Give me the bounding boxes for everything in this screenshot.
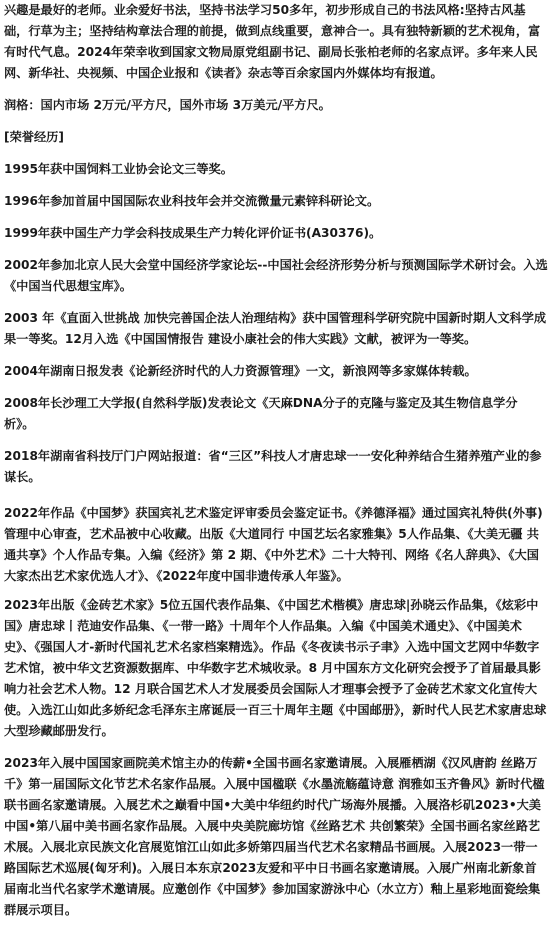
price-paragraph: 润格：国内市场 2万元/平方尺，国外市场 3万美元/平方尺。 — [4, 98, 331, 112]
honor-item-2003: 2003 年《直面入世挑战 加快完善国企法人治理结构》获中国管理科学研究院中国新时期人文科学成果一等奖。12月入选《中国国情报告 建设小康社会的伟大实践》文献，被评为一等奖。 — [4, 311, 547, 346]
honor-item-1996: 1996年参加首届中国国际农业科技年会并交流微量元素锌科研论文。 — [4, 194, 380, 208]
honor-item-2004: 2004年湖南日报发表《论新经济时代的人力资源管理》一文，新浪网等多家媒体转载。 — [4, 364, 477, 378]
honor-item-1999: 1999年获中国生产力学会科技成果生产力转化评价证书(A30376)。 — [4, 226, 382, 240]
honor-item-2023-publications: 2023年出版《金砖艺术家》5位五国代表作品集、《中国艺术楷模》唐忠球|孙晓云作品集，《炫彩中国》唐忠球丨范迪安作品集、《一带一路》十周年个人作品集。入编《中国美术通史》、《中国美术史》、《强国人才-新时代国礼艺术名家档案精选》。作品《冬夜读书示子聿》入选中国文艺网中华数字艺术馆，被中华文艺资源数据库、中华数字艺术城收录。8 月中国东方文化研究会授予了首届最具影响力社会艺术人物。12 月联合国艺术人才发展委员会国际人才理事会授予了金砖艺术家文化宣传大使。入选江山如此多娇纪念毛泽东主席诞辰一百三十周年主题《中国邮册》，新时代人民艺术家唐忠球大型珍藏邮册发行。 — [4, 598, 547, 738]
honor-item-2023-exhibitions: 2023年入展中国国家画院美术馆主办的传薪•全国书画名家邀请展。入展雁栖湖《汉风唐韵 丝路万千》第一届国际文化节艺术名家作品展。入展中国楹联《水墨流觞蕴诗意 润雅如玉齐鲁风》新时代楹联书画名家邀请展。入展艺术之巅看中国•大美中华纽约时代广场海外展播。入展洛杉矶2023•大美中国•第八届中美书画名家作品展。入展中央美院廊坊馆《丝路艺术 共创繁荣》全国书画名家丝路艺术展。入展北京民族文化宫展览馆江山如此多娇第四届当代艺术名家精品书画展。入展2023一带一路国际艺术巡展(匈牙利)。入展日本东京2023友爱和平中日书画名家邀请展。入展广州南北新象首届南北当代名家学术邀请展。应邀创作《中国梦》参加国家游泳中心（水立方）釉上星彩地面瓷绘集群展示项目。 — [4, 756, 545, 917]
honor-item-2022: 2022年作品《中国梦》获国宾礼艺术鉴定评审委员会鉴定证书。《养德泽福》通过国宾礼特供(外事)管理中心审查，艺术品被中心收藏。出版《大道同行 中国艺坛名家雅集》5人作品集、《大美无疆 共通共享》个人作品专集。入编《经济》第 2 期、《中外艺术》二十大特刊、网络《名人辞典》、《大国大家杰出艺术家优选人才》、《2022年度中国非遗传承人年鉴》。 — [4, 506, 543, 583]
honor-item-2002: 2002年参加北京人民大会堂中国经济学家论坛--中国社会经济形势分析与预测国际学术研讨会。入选《中国当代思想宝库》。 — [4, 258, 548, 293]
honors-heading: [荣誉经历] — [4, 130, 64, 144]
honor-item-2018: 2018年湖南省科技厅门户网站报道：省“三区”科技人才唐忠球一一安化种养结合生猪养殖产业的参谋长。 — [4, 449, 542, 484]
intro-paragraph: 兴趣是最好的老师。业余爱好书法，坚持书法学习50多年，初步形成自己的书法风格:坚持古风基础，行草为主；坚持结构章法合理的前提，做到点线重要，意神合一。具有独特新颖的艺术视角，富有时代气息。2024年荣幸收到国家文物局原党组副书记、副局长张柏老师的名家点评。多年来人民网、新华社、央视频、中国企业报和《读者》杂志等百余家国内外媒体均有报道。 — [4, 3, 541, 80]
honor-item-1995: 1995年获中国饲料工业协会论文三等奖。 — [4, 162, 233, 176]
honor-item-2008: 2008年长沙理工大学报(自然科学版)发表论文《天麻DNA分子的克隆与鉴定及其生物信息学分析》。 — [4, 396, 518, 431]
